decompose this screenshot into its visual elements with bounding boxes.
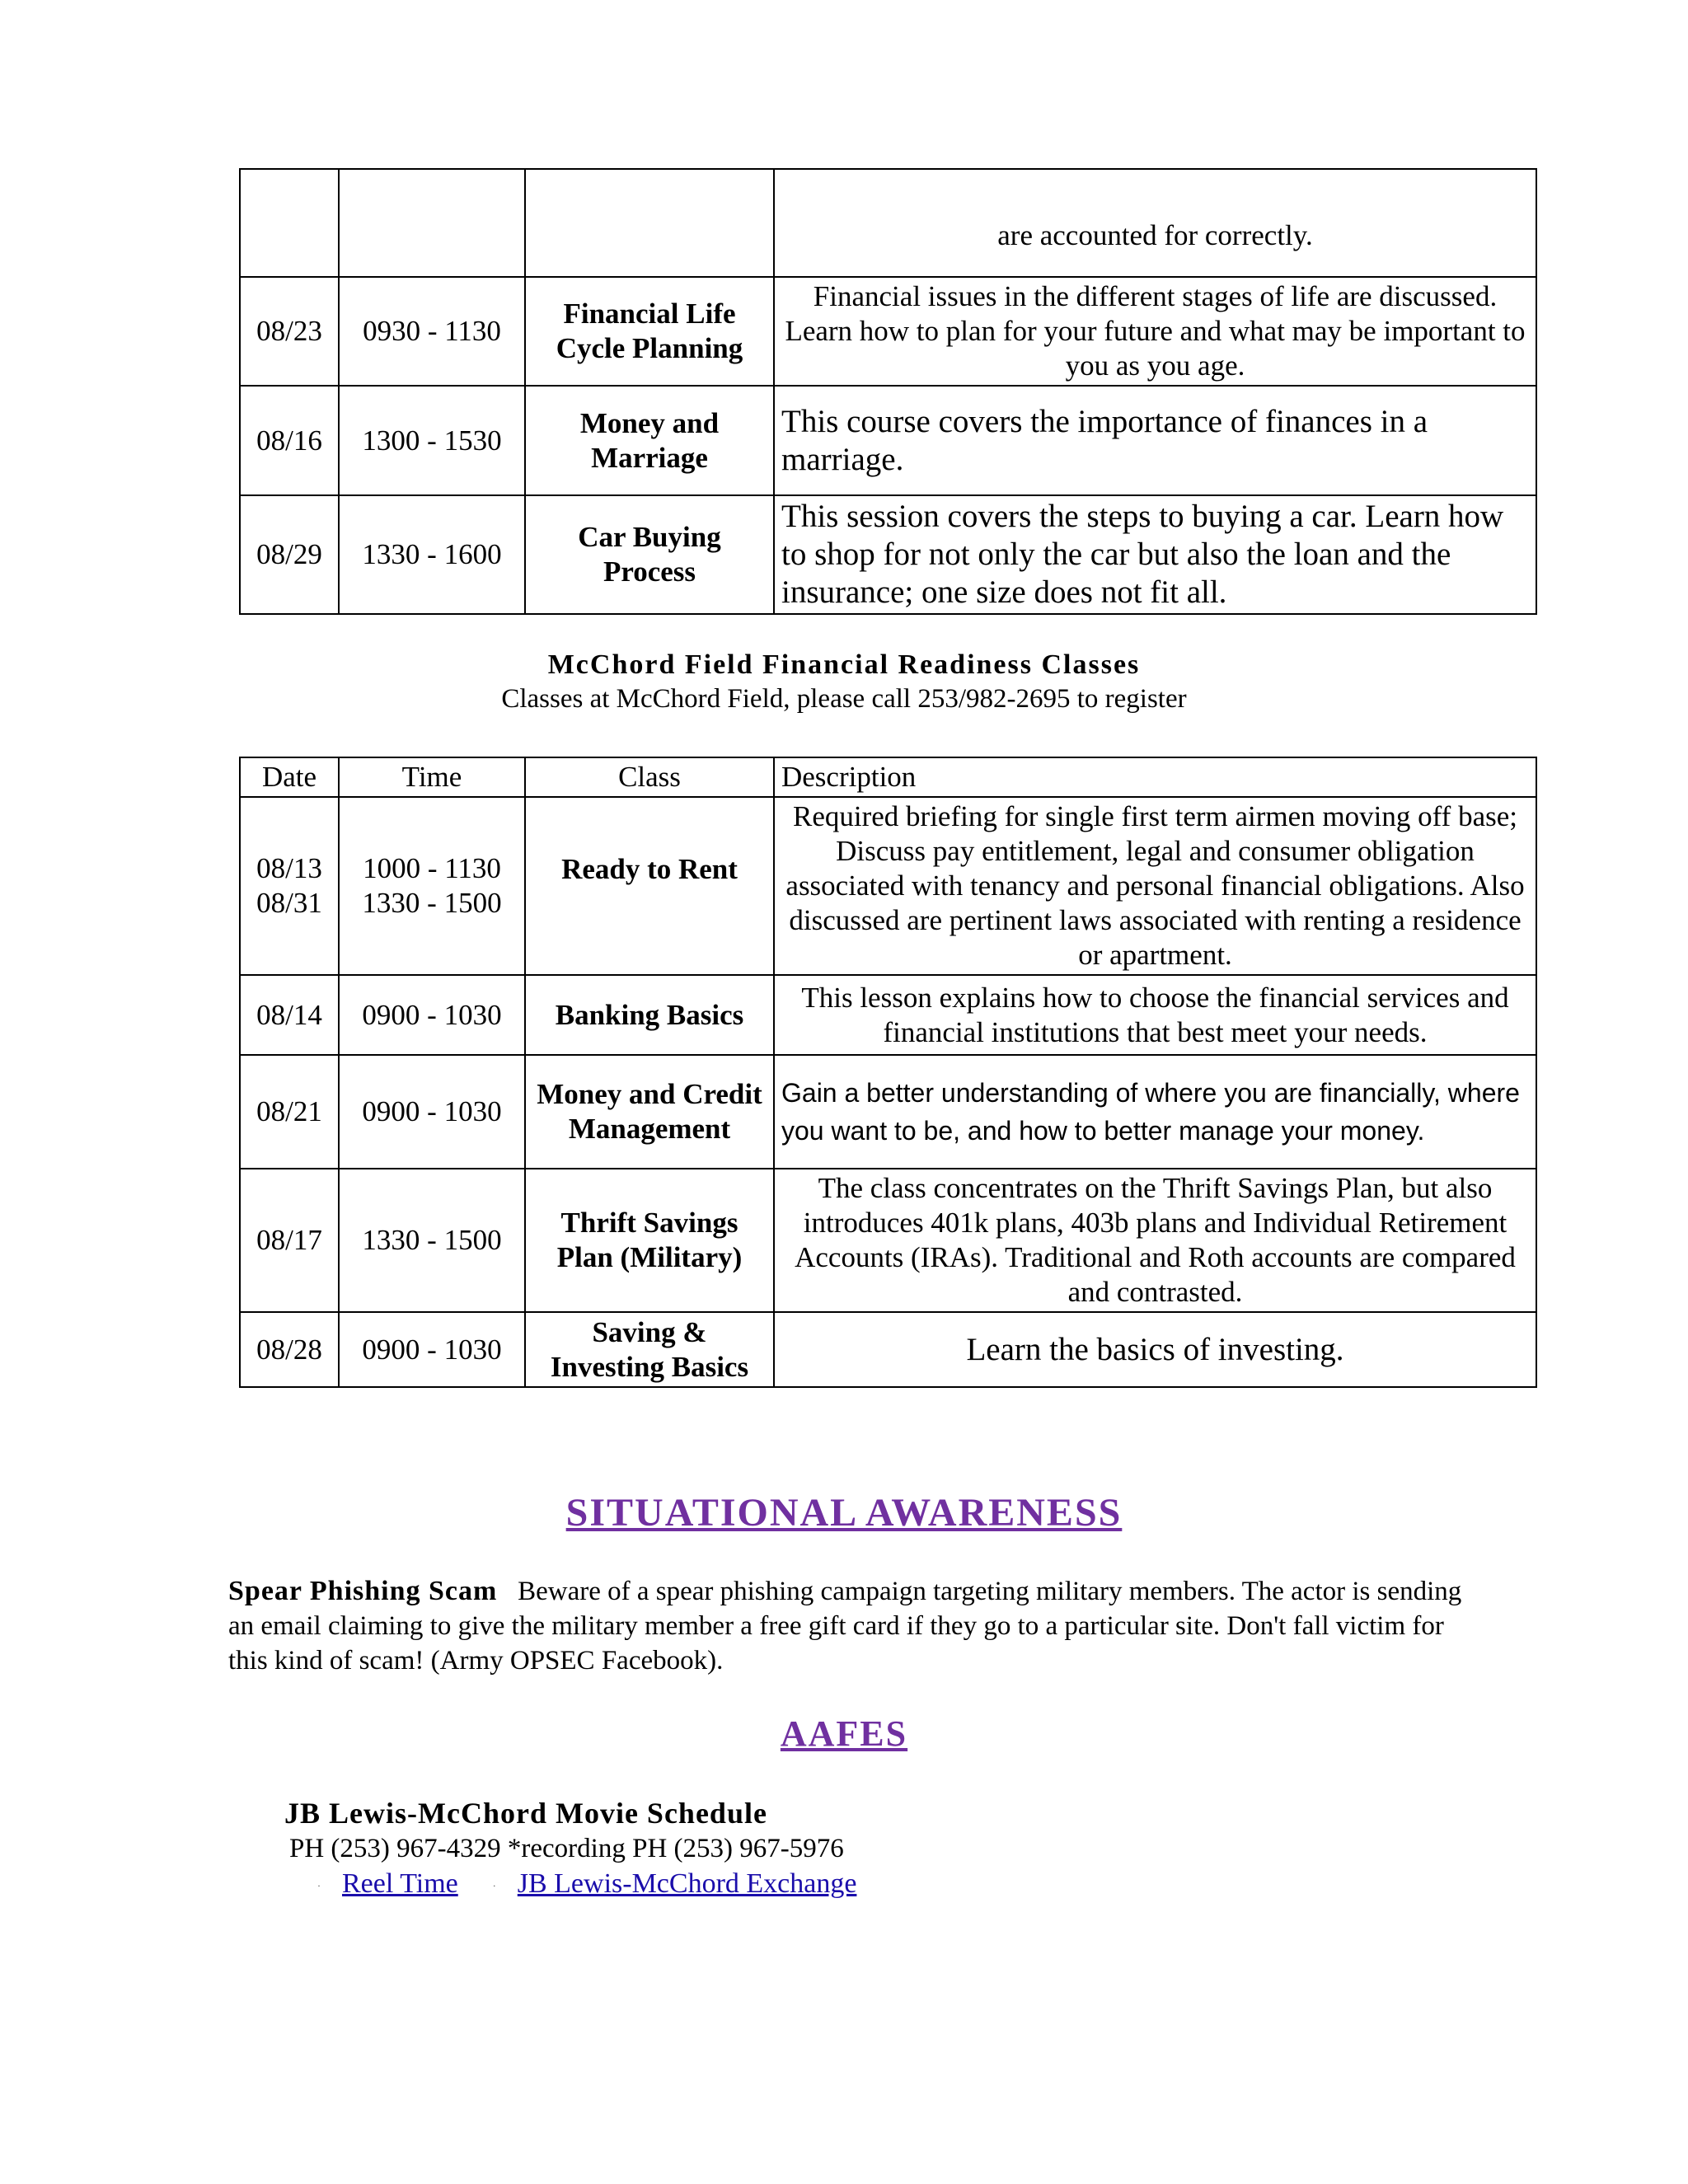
class-date: 08/31 <box>256 887 322 919</box>
class-name: Financial Life Cycle Planning <box>525 277 774 386</box>
class-date: 08/21 <box>240 1055 339 1169</box>
army-classes-table <box>239 168 1537 615</box>
class-date: 08/23 <box>240 277 339 386</box>
header-date: Date <box>240 757 339 797</box>
table-row <box>240 1055 1536 1169</box>
class-name: Money and Marriage <box>525 386 774 495</box>
bullet-icon: · <box>492 1880 496 1892</box>
class-date: 08/29 <box>240 495 339 614</box>
class-time: 0900 - 1030 <box>339 975 525 1055</box>
class-name: Car Buying Process <box>525 495 774 614</box>
class-time: 0900 - 1030 <box>339 1312 525 1387</box>
table-row <box>240 1169 1536 1312</box>
class-name: Money and Credit Management <box>525 1055 774 1169</box>
header-class: Class <box>525 757 774 797</box>
table-row <box>240 975 1536 1055</box>
class-time: 1330 - 1500 <box>362 887 502 919</box>
class-name: Banking Basics <box>525 975 774 1055</box>
situational-awareness-heading[interactable]: SITUATIONAL AWARENESS <box>565 1491 1123 1535</box>
header-time: Time <box>339 757 525 797</box>
class-date: 08/17 <box>240 1169 339 1312</box>
class-date: 08/28 <box>240 1312 339 1387</box>
aafes-heading[interactable]: AAFES <box>780 1713 908 1754</box>
class-times <box>339 797 525 975</box>
class-description: Financial issues in the different stages of life are discussed. Learn how to plan for your future and what may be important to you as you age. <box>774 277 1536 386</box>
class-name: Ready to Rent <box>525 797 774 975</box>
class-description: This course covers the importance of finances in a marriage. <box>774 386 1536 495</box>
table-header-row <box>240 757 1536 797</box>
class-description: This session covers the steps to buying a car. Learn how to shop for not only the car but also the loan and the insurance; one size does not fit all. <box>774 495 1536 614</box>
scam-title: Spear Phishing Scam <box>228 1576 498 1606</box>
class-time: 1330 - 1600 <box>339 495 525 614</box>
header-description: Description <box>774 757 1536 797</box>
mcchord-classes-table <box>239 757 1537 1388</box>
table-row <box>240 169 1536 277</box>
movie-schedule <box>284 1795 856 1904</box>
class-time: 0930 - 1130 <box>339 277 525 386</box>
class-description: Gain a better understanding of where you are financially, where you want to be, and how to better manage your money. <box>774 1055 1536 1169</box>
movie-phone-numbers: PH (253) 967-4329 *recording PH (253) 967-5976 <box>289 1834 844 1863</box>
mcchord-section-title: McChord Field Financial Readiness Classes <box>547 649 1141 680</box>
class-description: Required briefing for single first term airmen moving off base; Discuss pay entitlement, legal and consumer obligation associated with tenancy and personal financial obligations. Also discussed are pertinent laws associated with renting a residence or apartment. <box>774 797 1536 975</box>
class-description: This lesson explains how to choose the financial services and financial institutions that best meet your needs. <box>774 975 1536 1055</box>
class-time <box>339 169 525 277</box>
movie-schedule-title: JB Lewis-McChord Movie Schedule <box>284 1797 767 1830</box>
class-description: The class concentrates on the Thrift Savings Plan, but also introduces 401k plans, 403b plans and Individual Retirement Accounts (IRAs). Traditional and Roth accounts are compared and contrasted. <box>774 1169 1536 1312</box>
mcchord-section-subtitle: Classes at McChord Field, please call 253/982-2695 to register <box>501 684 1187 714</box>
class-date: 08/13 <box>256 852 322 884</box>
class-time: 1000 - 1130 <box>363 852 501 884</box>
reel-time-link[interactable]: Reel Time <box>342 1868 458 1899</box>
class-time: 0900 - 1030 <box>339 1055 525 1169</box>
class-name: Saving & Investing Basics <box>525 1312 774 1387</box>
class-description: are accounted for correctly. <box>774 169 1536 277</box>
situational-paragraph <box>228 1574 1465 1678</box>
table-row <box>240 277 1536 386</box>
class-name: Thrift Savings Plan (Military) <box>525 1169 774 1312</box>
class-dates <box>240 797 339 975</box>
class-date: 08/16 <box>240 386 339 495</box>
movie-links <box>317 1866 856 1904</box>
class-time: 1300 - 1530 <box>339 386 525 495</box>
table-row <box>240 1312 1536 1387</box>
class-name <box>525 169 774 277</box>
table-row <box>240 797 1536 975</box>
class-date <box>240 169 339 277</box>
class-date: 08/14 <box>240 975 339 1055</box>
class-time: 1330 - 1500 <box>339 1169 525 1312</box>
bullet-icon: · <box>317 1880 321 1892</box>
class-description: Learn the basics of investing. <box>774 1312 1536 1387</box>
table-row <box>240 386 1536 495</box>
table-row <box>240 495 1536 614</box>
scam-text: Beware of a spear phishing campaign targeting military members. The actor is sending an email claiming to give the military member a free gift card if they go to a particular site. Don't fall victim for this kind of scam! (Army OPSEC Facebook). <box>228 1577 1462 1675</box>
exchange-link[interactable]: JB Lewis-McChord Exchange <box>517 1868 857 1899</box>
